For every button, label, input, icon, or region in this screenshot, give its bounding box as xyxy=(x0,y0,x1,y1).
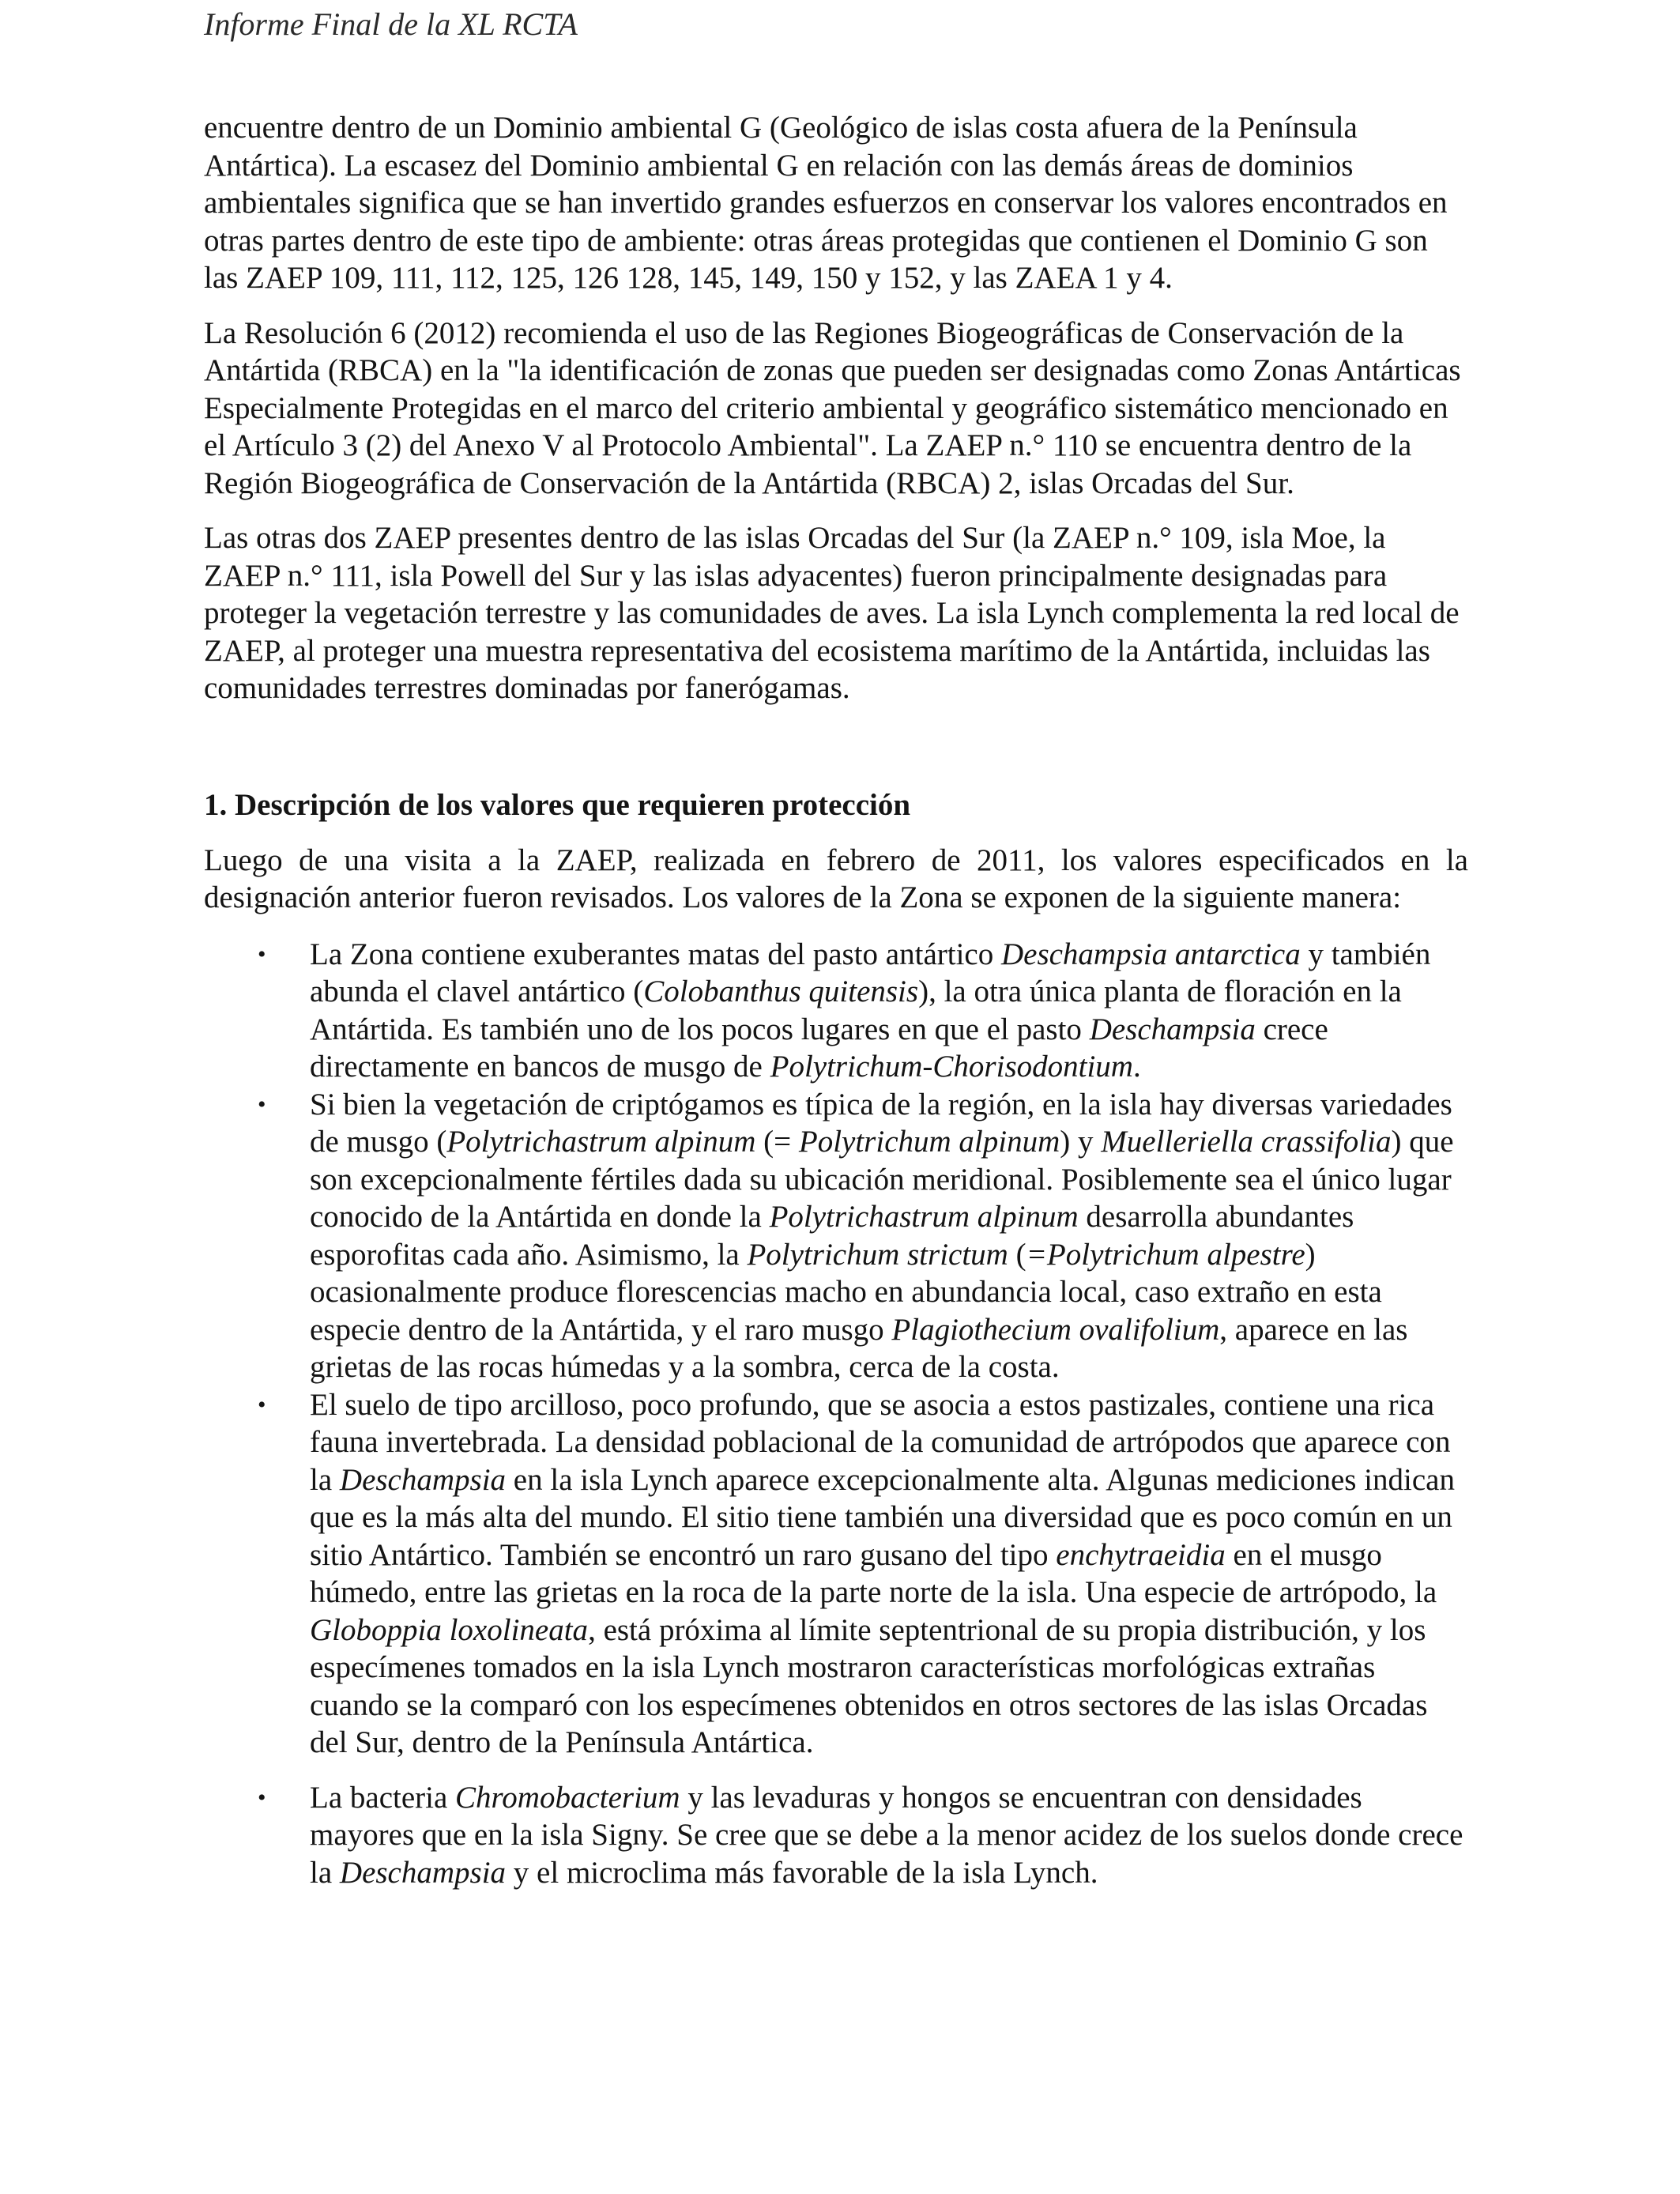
text-run: en la isla Lynch aparece excepcionalmente alta. Algunas mediciones indican que es la más alta del mundo. El sitio tiene también una diversidad que es poco común en un sitio Antártico. También se encontró un raro gusano del tipo xyxy=(310,1462,1455,1572)
bullet-icon: • xyxy=(258,1391,266,1418)
text-run: El suelo de tipo arcilloso, poco profundo, que se asocia a estos pastizales, contiene una rica fauna invertebrada. La densidad poblacional de la comunidad de artrópodos que aparece con la xyxy=(310,1387,1451,1497)
text-run: ) y xyxy=(1060,1125,1102,1159)
species-name: =Polytrichum alpestre xyxy=(1026,1237,1305,1272)
text-run: ) que son excepcionalmente fértiles dada su ubicación meridional. Posiblemente sea el único lugar conocido de la Antártida en donde la xyxy=(310,1125,1454,1234)
species-name: Polytrichastrum alpinum xyxy=(446,1125,756,1159)
bullet-icon: • xyxy=(258,1091,266,1118)
list-item-mosses xyxy=(204,1086,1468,1386)
species-name: Polytrichastrum alpinum xyxy=(769,1200,1079,1234)
section-intro: Luego de una visita a la ZAEP, realizada en febrero de 2011, los valores especificados en la designación anterior fueron revisados. Los valores de la Zona se exponen de la siguiente manera: xyxy=(204,843,1468,914)
text-run: y el microclima más favorable de la isla Lynch. xyxy=(506,1855,1098,1890)
section-heading: 1. Descripción de los valores que requieren protección xyxy=(204,787,911,822)
text-run: , está próxima al límite septentrional de su propia distribución, y los especímenes tomados en la isla Lynch mostraron características morfológicas extrañas cuando se la comparó con los especímenes obtenidos en otros sectores de las islas Orcadas del Sur, dentro de la Península Antártica. xyxy=(310,1612,1428,1759)
document-body xyxy=(204,109,1468,1891)
text-run: y las levaduras y hongos se encuentran con densidades mayores que en la isla Signy. Se cree que se debe a la menor acidez de los suelos donde crece la xyxy=(310,1780,1463,1890)
species-name: Chorisodontium xyxy=(932,1050,1133,1084)
text-run: - xyxy=(922,1050,933,1084)
text-run: ), la otra única planta de floración en la Antártida. Es también uno de los pocos lugares en que el pasto xyxy=(310,974,1402,1046)
species-name: Deschampsia antarctica xyxy=(1000,937,1301,971)
list-item-bacteria xyxy=(204,1779,1468,1892)
text-run: en el musgo húmedo, entre las grietas en la roca de la parte norte de la isla. Una especie de artrópodo, la xyxy=(310,1537,1437,1609)
bullet-icon: • xyxy=(258,1784,266,1811)
text-run: ( xyxy=(1008,1237,1026,1272)
text-run: (= xyxy=(755,1125,799,1159)
species-name: Plagiothecium ovalifolium xyxy=(891,1312,1220,1347)
text-run: . xyxy=(1132,1050,1141,1084)
list-item-vegetation xyxy=(204,936,1468,1086)
text-run: La bacteria xyxy=(310,1780,456,1815)
paragraph-dominio-g: encuentre dentro de un Dominio ambiental G (Geológico de islas costa afuera de la Península Antártica). La escasez del Dominio ambiental G en relación con las demás áreas de dominios ambientales significa que se han invertido grandes esfuerzos en conservar los valores encontrados en otras partes dentro de este tipo de ambiente: otras áreas protegidas que contienen el Dominio G son las ZAEP 109, 111, 112, 125, 126 128, 145, 149, 150 y 152, y las ZAEA 1 y 4. xyxy=(204,111,1448,295)
values-list xyxy=(204,936,1468,1892)
species-name: Polytrichum xyxy=(770,1050,923,1084)
text-run: y también abunda el clavel antártico ( xyxy=(310,937,1431,1008)
text-run: La Zona contiene exuberantes matas del pasto antártico xyxy=(310,937,1001,971)
species-name: Colobanthus quitensis xyxy=(643,974,919,1008)
text-run: desarrolla abundantes esporofitas cada año. Asimismo, la xyxy=(310,1200,1354,1272)
text-run: , aparece en las grietas de las rocas húmedas y a la sombra, cerca de la costa. xyxy=(310,1312,1408,1384)
text-run: crece directamente en bancos de musgo de xyxy=(310,1012,1328,1084)
list-item-soil-fauna xyxy=(204,1386,1468,1762)
species-name: Deschampsia xyxy=(339,1462,507,1497)
species-name: Muelleriella crassifolia xyxy=(1101,1125,1392,1159)
running-header: Informe Final de la XL RCTA xyxy=(204,6,578,42)
text-run: Si bien la vegetación de criptógamos es típica de la región, en la isla hay diversas variedades de musgo ( xyxy=(310,1087,1452,1159)
species-name: Polytrichum strictum xyxy=(747,1237,1008,1272)
paragraph-otras-zaep: Las otras dos ZAEP presentes dentro de las islas Orcadas del Sur (la ZAEP n.° 109, isla Moe, la ZAEP n.° 111, isla Powell del Sur y las islas adyacentes) fueron principalmente designadas para proteger la vegetación terrestre y las comunidades de aves. La isla Lynch complementa la red local de ZAEP, al proteger una muestra representativa del ecosistema marítimo de la Antártida, incluidas las comunidades terrestres dominadas por fanerógamas. xyxy=(204,521,1460,705)
species-name: Chromobacterium xyxy=(455,1780,680,1815)
species-name: enchytraeidia xyxy=(1056,1537,1226,1572)
paragraph-resolucion-6: La Resolución 6 (2012) recomienda el uso de las Regiones Biogeográficas de Conservación de la Antártida (RBCA) en la "la identificación de zonas que pueden ser designadas como Zonas Antárticas Especialmente Protegidas en el marco del criterio ambiental y geográfico sistemático mencionado en el Artículo 3 (2) del Anexo V al Protocolo Ambiental". La ZAEP n.° 110 se encuentra dentro de la Región Biogeográfica de Conservación de la Antártida (RBCA) 2, islas Orcadas del Sur. xyxy=(204,315,1461,500)
text-run: ) ocasionalmente produce florescencias macho en abundancia local, caso extraño en esta especie dentro de la Antártida, y el raro musgo xyxy=(310,1237,1382,1347)
species-name: Globoppia loxolineata xyxy=(310,1612,589,1647)
species-name: Polytrichum alpinum xyxy=(798,1125,1060,1159)
species-name: Deschampsia xyxy=(339,1855,507,1890)
species-name: Deschampsia xyxy=(1089,1012,1256,1046)
bullet-icon: • xyxy=(258,941,266,967)
